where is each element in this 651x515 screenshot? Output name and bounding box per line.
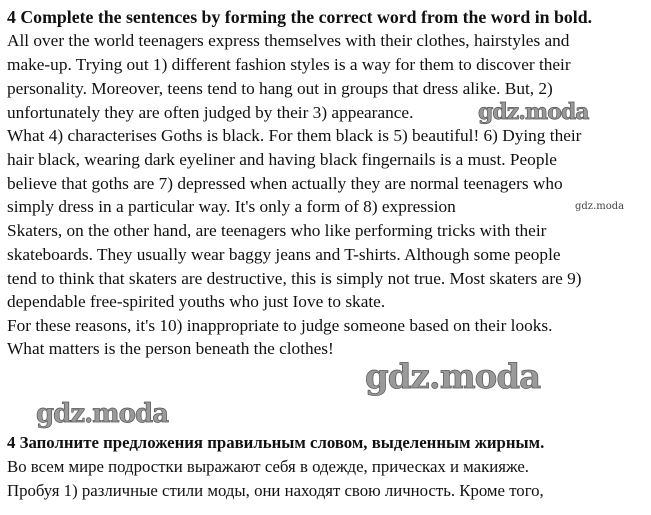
text-line: tend to think that skaters are destructive, this is simply not true. Most skaters are 9) xyxy=(7,269,582,288)
text-line: make-up. Trying out 1) different fashion styles is a way for them to discover their xyxy=(7,55,571,74)
text-line: unfortunately they are often judged by their 3) appearance. xyxy=(7,103,414,122)
exercise-title: 4 Complete the sentences by forming the correct word from the word in bold. xyxy=(7,7,593,27)
watermark: gdz.moda xyxy=(478,99,589,125)
text-line: believe that goths are 7) depressed when actually they are normal teenagers who xyxy=(7,174,563,193)
text-line: All over the world teenagers express themselves with their clothes, hairstyles and xyxy=(7,31,570,50)
text-line: skateboards. They usually wear baggy jeans and T-shirts. Although some people xyxy=(7,245,561,264)
text-line: What 4) characterises Goths is black. For them black is 5) beautiful! 6) Dying their xyxy=(7,126,582,145)
watermark: gdz.moda xyxy=(365,357,541,397)
text-line: Пробуя 1) различные стили моды, они находят свою личность. Кроме того, xyxy=(7,481,544,500)
text-line: personality. Moreover, teens tend to hang out in groups that dress alike. But, 2) xyxy=(7,79,553,98)
text-line: simply dress in a particular way. It's only a form of 8) expression xyxy=(7,197,456,216)
text-line: What matters is the person beneath the clothes! xyxy=(7,339,334,358)
watermark: gdz.moda xyxy=(575,201,625,212)
text-line: For these reasons, it's 10) inappropriate to judge someone based on their looks. xyxy=(7,316,553,335)
text-line: Skaters, on the other hand, are teenagers who like performing tricks with their xyxy=(7,221,547,240)
text-line: dependable free-spirited youths who just Iove to skate. xyxy=(7,292,386,311)
text-line: hair black, wearing dark eyeliner and having black fingernails is a must. People xyxy=(7,150,557,169)
exercise-title-ru: 4 Заполните предложения правильным словом, выделенным жирным. xyxy=(7,433,545,452)
text-line: Во всем мире подростки выражают себя в одежде, прическах и макияже. xyxy=(7,457,529,476)
watermark: gdz.moda xyxy=(36,399,169,429)
